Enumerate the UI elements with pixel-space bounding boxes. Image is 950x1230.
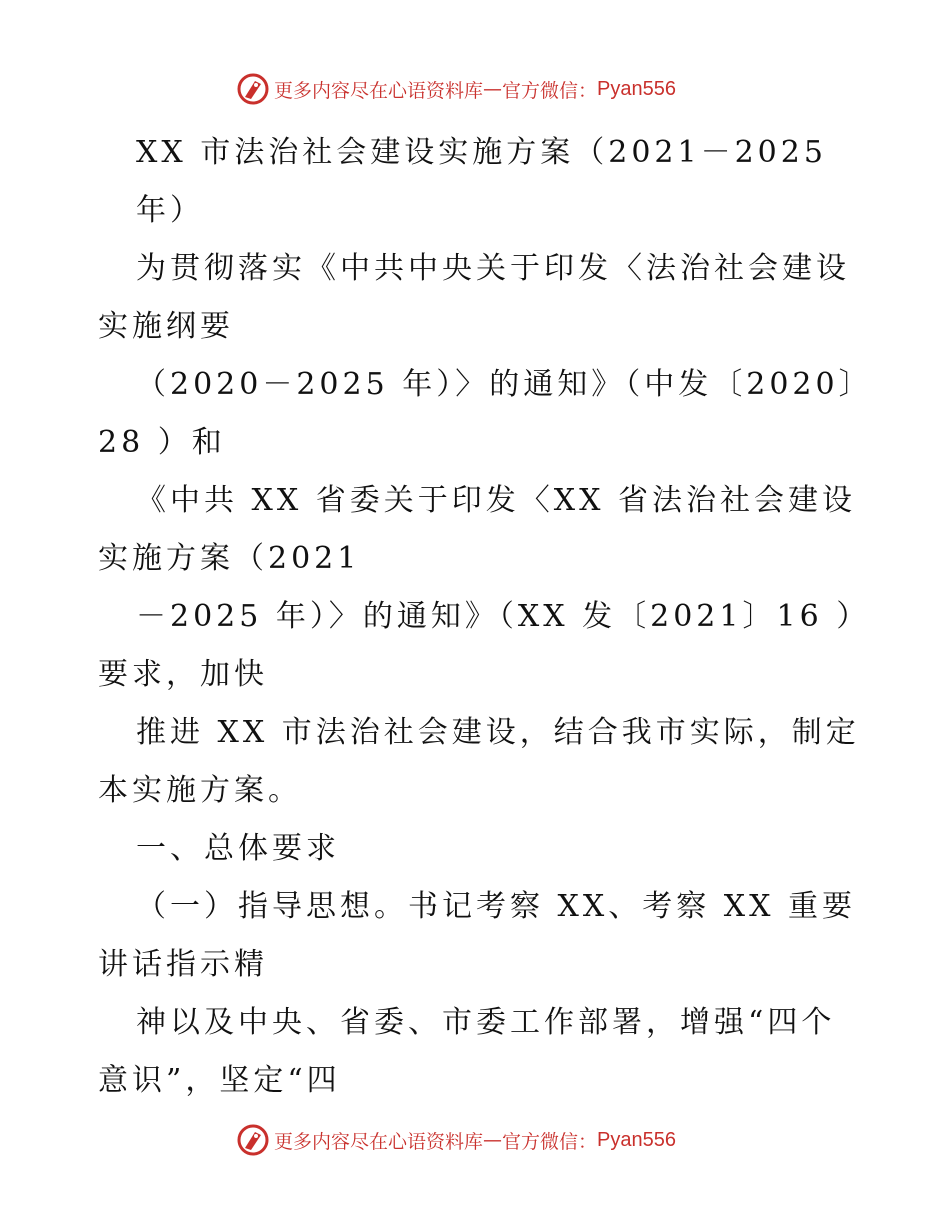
document-body xyxy=(98,124,873,1110)
document-line: 年） xyxy=(136,193,204,228)
banner-separator: — xyxy=(483,78,503,100)
footer-watermark-banner xyxy=(236,1123,676,1157)
banner-wechat-id: Pyan556 xyxy=(597,1128,676,1151)
document-line: （一）指导思想。书记考察 XX、考察 XX 重要 xyxy=(136,889,857,924)
pen-nib-logo-icon xyxy=(236,72,270,106)
banner-main-text: 更多内容尽在心语资料库 xyxy=(274,79,484,102)
document-line: 要求，加快 xyxy=(98,657,268,692)
document-line: 一、总体要求 xyxy=(136,831,340,866)
document-line: 意识”，坚定“四 xyxy=(98,1063,341,1098)
document-line: 神以及中央、省委、市委工作部署，增强“四个 xyxy=(136,1005,836,1040)
document-line: 《中共 XX 省委关于印发〈XX 省法治社会建设 xyxy=(136,483,857,518)
document-line: 讲话指示精 xyxy=(98,947,268,982)
document-line: 28 ）和 xyxy=(98,425,226,460)
banner-separator: — xyxy=(483,1129,503,1151)
document-line: 实施方案（2021 xyxy=(98,541,361,576)
document-line: 推进 XX 市法治社会建设，结合我市实际，制定 xyxy=(136,715,860,750)
banner-wechat-id: Pyan556 xyxy=(597,77,676,100)
document-line: （2020－2025 年）〉的通知》（中发〔2020〕 xyxy=(136,367,873,402)
document-line: 实施纲要 xyxy=(98,309,234,344)
document-line: －2025 年）〉的通知》（XX 发〔2021〕16 ） xyxy=(136,599,871,634)
document-line: 本实施方案。 xyxy=(98,773,302,808)
document-line: XX 市法治社会建设实施方案（2021－2025 xyxy=(136,135,827,170)
document-line: 为贯彻落实《中共中央关于印发〈法治社会建设 xyxy=(136,251,850,286)
banner-official-label: 官方微信： xyxy=(502,79,598,102)
header-watermark-banner xyxy=(236,72,676,106)
banner-main-text: 更多内容尽在心语资料库 xyxy=(274,1130,484,1153)
pen-nib-logo-icon xyxy=(236,1123,270,1157)
banner-official-label: 官方微信： xyxy=(502,1130,598,1153)
